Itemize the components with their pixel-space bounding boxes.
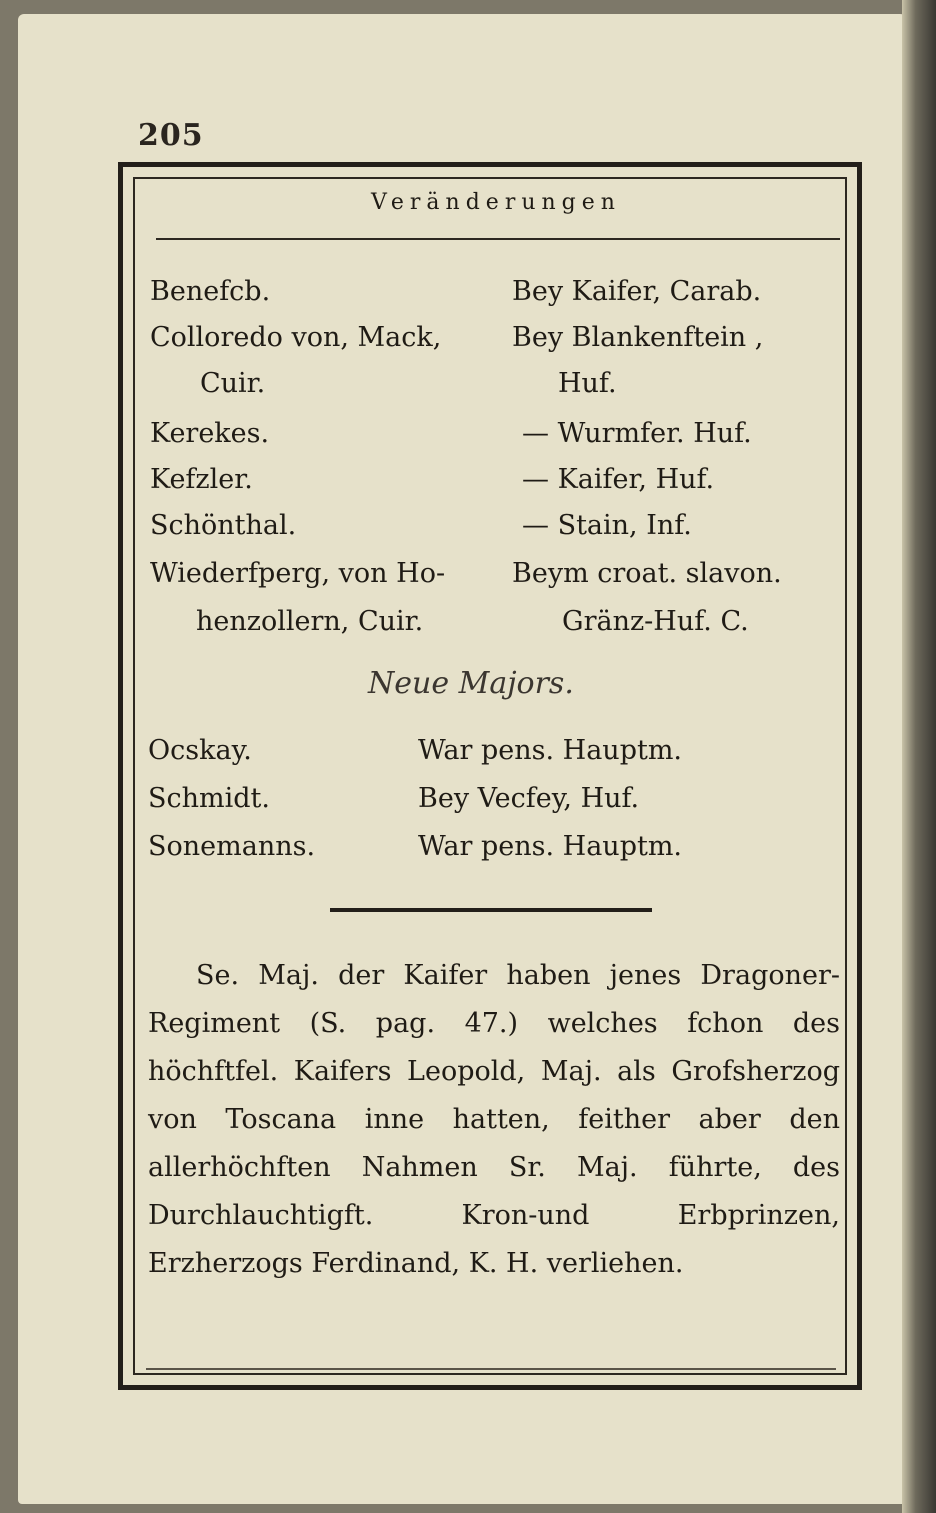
bottom-rule	[146, 1368, 836, 1370]
change-name: Schönthal.	[150, 510, 297, 541]
change-row-continuation	[150, 600, 850, 644]
change-detail: Huf.	[558, 368, 617, 399]
major-detail: War pens. Hauptm.	[418, 831, 683, 862]
major-name: Sonemanns.	[148, 831, 316, 862]
change-row	[150, 412, 850, 456]
major-detail: Bey Vecfey, Huf.	[418, 783, 640, 814]
change-detail: Gränz-Huf. C.	[562, 606, 749, 637]
change-name: Colloredo von, Mack,	[150, 322, 442, 353]
change-name: Wiederfperg, von Ho-	[150, 558, 446, 589]
major-detail: War pens. Hauptm.	[418, 735, 683, 766]
change-name: henzollern, Cuir.	[196, 606, 424, 637]
change-detail: — Stain, Inf.	[522, 510, 692, 541]
section-divider	[330, 908, 652, 912]
change-name: Benefcb.	[150, 276, 271, 307]
change-row	[150, 552, 850, 596]
change-name: Kerekes.	[150, 418, 270, 449]
page-number: 205	[138, 118, 204, 153]
change-row-continuation	[150, 362, 850, 406]
change-row	[150, 458, 850, 502]
change-detail: — Wurmfer. Huf.	[522, 418, 752, 449]
major-name: Ocskay.	[148, 735, 252, 766]
subsection-heading: Neue Majors.	[368, 666, 574, 701]
major-row	[148, 728, 848, 774]
major-row	[148, 776, 848, 822]
change-row	[150, 316, 850, 360]
change-detail: Bey Blankenftein ,	[512, 322, 764, 353]
change-row	[150, 504, 850, 548]
book-spine	[902, 0, 936, 1513]
section-heading: Veränderungen	[371, 190, 621, 215]
change-detail: — Kaifer, Huf.	[522, 464, 715, 495]
paragraph-text: Se. Maj. der Kaifer haben jenes Dragoner-Regiment (S. pag. 47.) welches fchon des höchftfel. Kaifers Leopold, Maj. als Grofsherzog von Toscana inne hatten, feither aber den allerhöchften Nahmen Sr. Maj. führte, des Durchlauchtigft. Kron-und Erbprinzen, Erzherzogs Ferdinand, K. H. verliehen.	[148, 960, 840, 1279]
heading-rule	[156, 238, 840, 240]
change-detail: Bey Kaifer, Carab.	[512, 276, 762, 307]
major-row	[148, 824, 848, 870]
change-detail: Beym croat. slavon.	[512, 558, 782, 589]
change-name: Cuir.	[200, 368, 266, 399]
major-name: Schmidt.	[148, 783, 270, 814]
change-name: Kefzler.	[150, 464, 253, 495]
change-row	[150, 270, 850, 314]
body-paragraph	[148, 952, 840, 1288]
